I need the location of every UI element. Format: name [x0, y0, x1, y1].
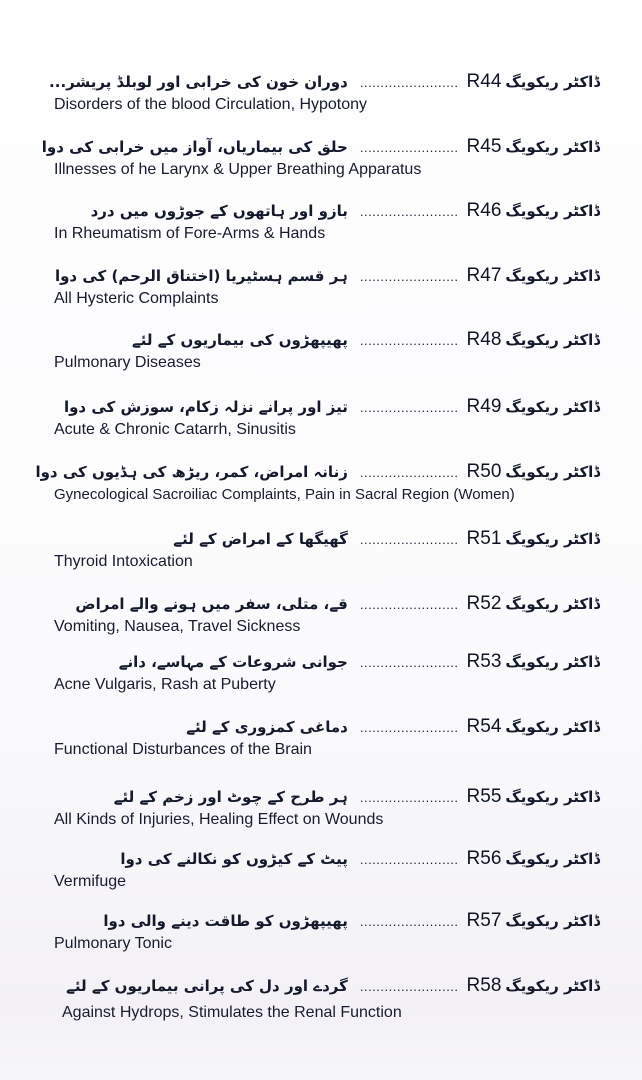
doctor-name-urdu: ڈاکٹر ریکویگ [505, 850, 600, 868]
remedy-code: R44 [466, 71, 502, 92]
remedy-code: R49 [466, 396, 502, 417]
doctor-name-urdu: ڈاکٹر ریکویگ [505, 718, 600, 736]
english-description: All Kinds of Injuries, Healing Effect on Wounds [54, 811, 384, 828]
urdu-line [40, 783, 600, 811]
dot-leader: ........................ [359, 531, 459, 547]
entry-r50 [35, 458, 600, 520]
remedy-code: R57 [466, 910, 502, 931]
urdu-line [40, 393, 600, 421]
urdu-description: جوانی شروعات کے مہاسے، دانے [118, 653, 348, 671]
remedy-code: R53 [466, 651, 502, 672]
doctor-name-urdu: ڈاکٹر ریکویگ [505, 653, 600, 671]
urdu-description: گھیگھا کے امراض کے لئے [173, 530, 348, 548]
doctor-name-urdu: ڈاکٹر ریکویگ [505, 530, 600, 548]
english-description: Vermifuge [54, 873, 127, 890]
remedy-code: R47 [466, 265, 502, 286]
entry-r55 [40, 783, 600, 845]
doctor-name-urdu: ڈاکٹر ریکویگ [505, 912, 600, 930]
dot-leader: ........................ [359, 978, 459, 994]
english-description: Gynecological Sacroiliac Complaints, Pain in Sacral Region (Women) [54, 486, 515, 503]
doctor-name-urdu: ڈاکٹر ریکویگ [505, 977, 600, 995]
entry-r44 [40, 68, 600, 130]
urdu-description: پھیپھڑوں کی بیماریوں کے لئے [131, 331, 348, 349]
dot-leader: ........................ [359, 789, 459, 805]
remedy-code: R54 [466, 716, 502, 737]
urdu-line [40, 197, 600, 225]
remedy-code: R46 [466, 200, 502, 221]
remedy-code: R45 [466, 136, 502, 157]
urdu-line [40, 525, 600, 553]
urdu-description: گردے اور دل کی پرانی بیماریوں کے لئے [66, 977, 348, 995]
urdu-description: ہر طرح کے چوٹ اور زخم کے لئے [113, 788, 348, 806]
urdu-description: دماغی کمزوری کے لئے [186, 718, 348, 736]
entry-r58 [40, 972, 600, 1034]
urdu-description: پھیپھڑوں کو طاقت دینے والی دوا [103, 912, 348, 930]
english-description: Illnesses of he Larynx & Upper Breathing Apparatus [54, 161, 422, 178]
urdu-description: قے، متلی، سفر میں ہونے والے امراض [75, 595, 348, 613]
english-description: Vomiting, Nausea, Travel Sickness [54, 618, 301, 635]
dot-leader: ........................ [359, 399, 459, 415]
urdu-description: بازو اور ہاتھوں کے جوڑوں میں درد [90, 202, 348, 220]
english-description: Functional Disturbances of the Brain [54, 741, 312, 758]
dot-leader: ........................ [359, 851, 459, 867]
remedy-code: R48 [466, 329, 502, 350]
urdu-description: پیٹ کے کیڑوں کو نکالنے کی دوا [120, 850, 348, 868]
doctor-name-urdu: ڈاکٹر ریکویگ [505, 331, 600, 349]
english-description: Disorders of the blood Circulation, Hypotony [54, 96, 368, 113]
dot-leader: ........................ [359, 203, 459, 219]
remedy-code: R56 [466, 848, 502, 869]
entry-r52 [40, 590, 600, 652]
dot-leader: ........................ [359, 596, 459, 612]
entry-r51 [40, 525, 600, 587]
urdu-line [40, 713, 600, 741]
doctor-name-urdu: ڈاکٹر ریکویگ [505, 73, 600, 91]
urdu-description: دوران خون کی خرابی اور لوبلڈ پریشر... [49, 73, 348, 91]
dot-leader: ........................ [359, 332, 459, 348]
dot-leader: ........................ [359, 654, 459, 670]
dot-leader: ........................ [359, 74, 459, 90]
english-description: Thyroid Intoxication [54, 553, 193, 570]
urdu-line [35, 458, 600, 486]
doctor-name-urdu: ڈاکٹر ریکویگ [505, 138, 600, 156]
entry-r57 [40, 907, 600, 969]
urdu-line [40, 326, 600, 354]
dot-leader: ........................ [359, 139, 459, 155]
urdu-line [40, 845, 600, 873]
english-description: In Rheumatism of Fore-Arms & Hands [54, 225, 326, 242]
urdu-line [40, 133, 600, 161]
doctor-name-urdu: ڈاکٹر ریکویگ [505, 788, 600, 806]
entry-r49 [40, 393, 600, 455]
remedy-code: R58 [466, 975, 502, 996]
entry-r45 [40, 133, 600, 195]
english-description: Acute & Chronic Catarrh, Sinusitis [54, 421, 296, 438]
urdu-description: حلق کی بیماریاں، آواز میں خرابی کی دوا [41, 138, 348, 156]
urdu-description: ہر قسم ہسٹیریا (اختناق الرحم) کی دوا [54, 267, 348, 285]
doctor-name-urdu: ڈاکٹر ریکویگ [505, 267, 600, 285]
entry-r54 [40, 713, 600, 775]
dot-leader: ........................ [359, 719, 459, 735]
remedy-code: R51 [466, 528, 502, 549]
english-description: All Hysteric Complaints [54, 290, 219, 307]
remedy-code: R55 [466, 786, 502, 807]
entry-r47 [40, 262, 600, 324]
entry-r56 [40, 845, 600, 907]
urdu-line [40, 262, 600, 290]
english-description: Acne Vulgaris, Rash at Puberty [54, 676, 276, 693]
urdu-line [40, 648, 600, 676]
doctor-name-urdu: ڈاکٹر ریکویگ [505, 595, 600, 613]
english-description: Pulmonary Diseases [54, 354, 201, 371]
doctor-name-urdu: ڈاکٹر ریکویگ [505, 202, 600, 220]
dot-leader: ........................ [359, 913, 459, 929]
remedy-code: R50 [466, 461, 502, 482]
entry-r48 [40, 326, 600, 388]
urdu-line [40, 68, 600, 96]
dot-leader: ........................ [359, 268, 459, 284]
remedy-code: R52 [466, 593, 502, 614]
english-description: Against Hydrops, Stimulates the Renal Function [62, 1004, 402, 1021]
english-description: Pulmonary Tonic [54, 935, 172, 952]
entry-r53 [40, 648, 600, 710]
entry-r46 [40, 197, 600, 259]
urdu-description: زنانہ امراض، کمر، ریڑھ کی ہڈیوں کی دوا [35, 463, 348, 481]
urdu-description: تیز اور پرانے نزلہ زکام، سوزش کی دوا [63, 398, 348, 416]
dot-leader: ........................ [359, 464, 459, 480]
doctor-name-urdu: ڈاکٹر ریکویگ [505, 463, 600, 481]
urdu-line [40, 590, 600, 618]
doctor-name-urdu: ڈاکٹر ریکویگ [505, 398, 600, 416]
urdu-line [40, 907, 600, 935]
urdu-line [40, 972, 600, 1000]
